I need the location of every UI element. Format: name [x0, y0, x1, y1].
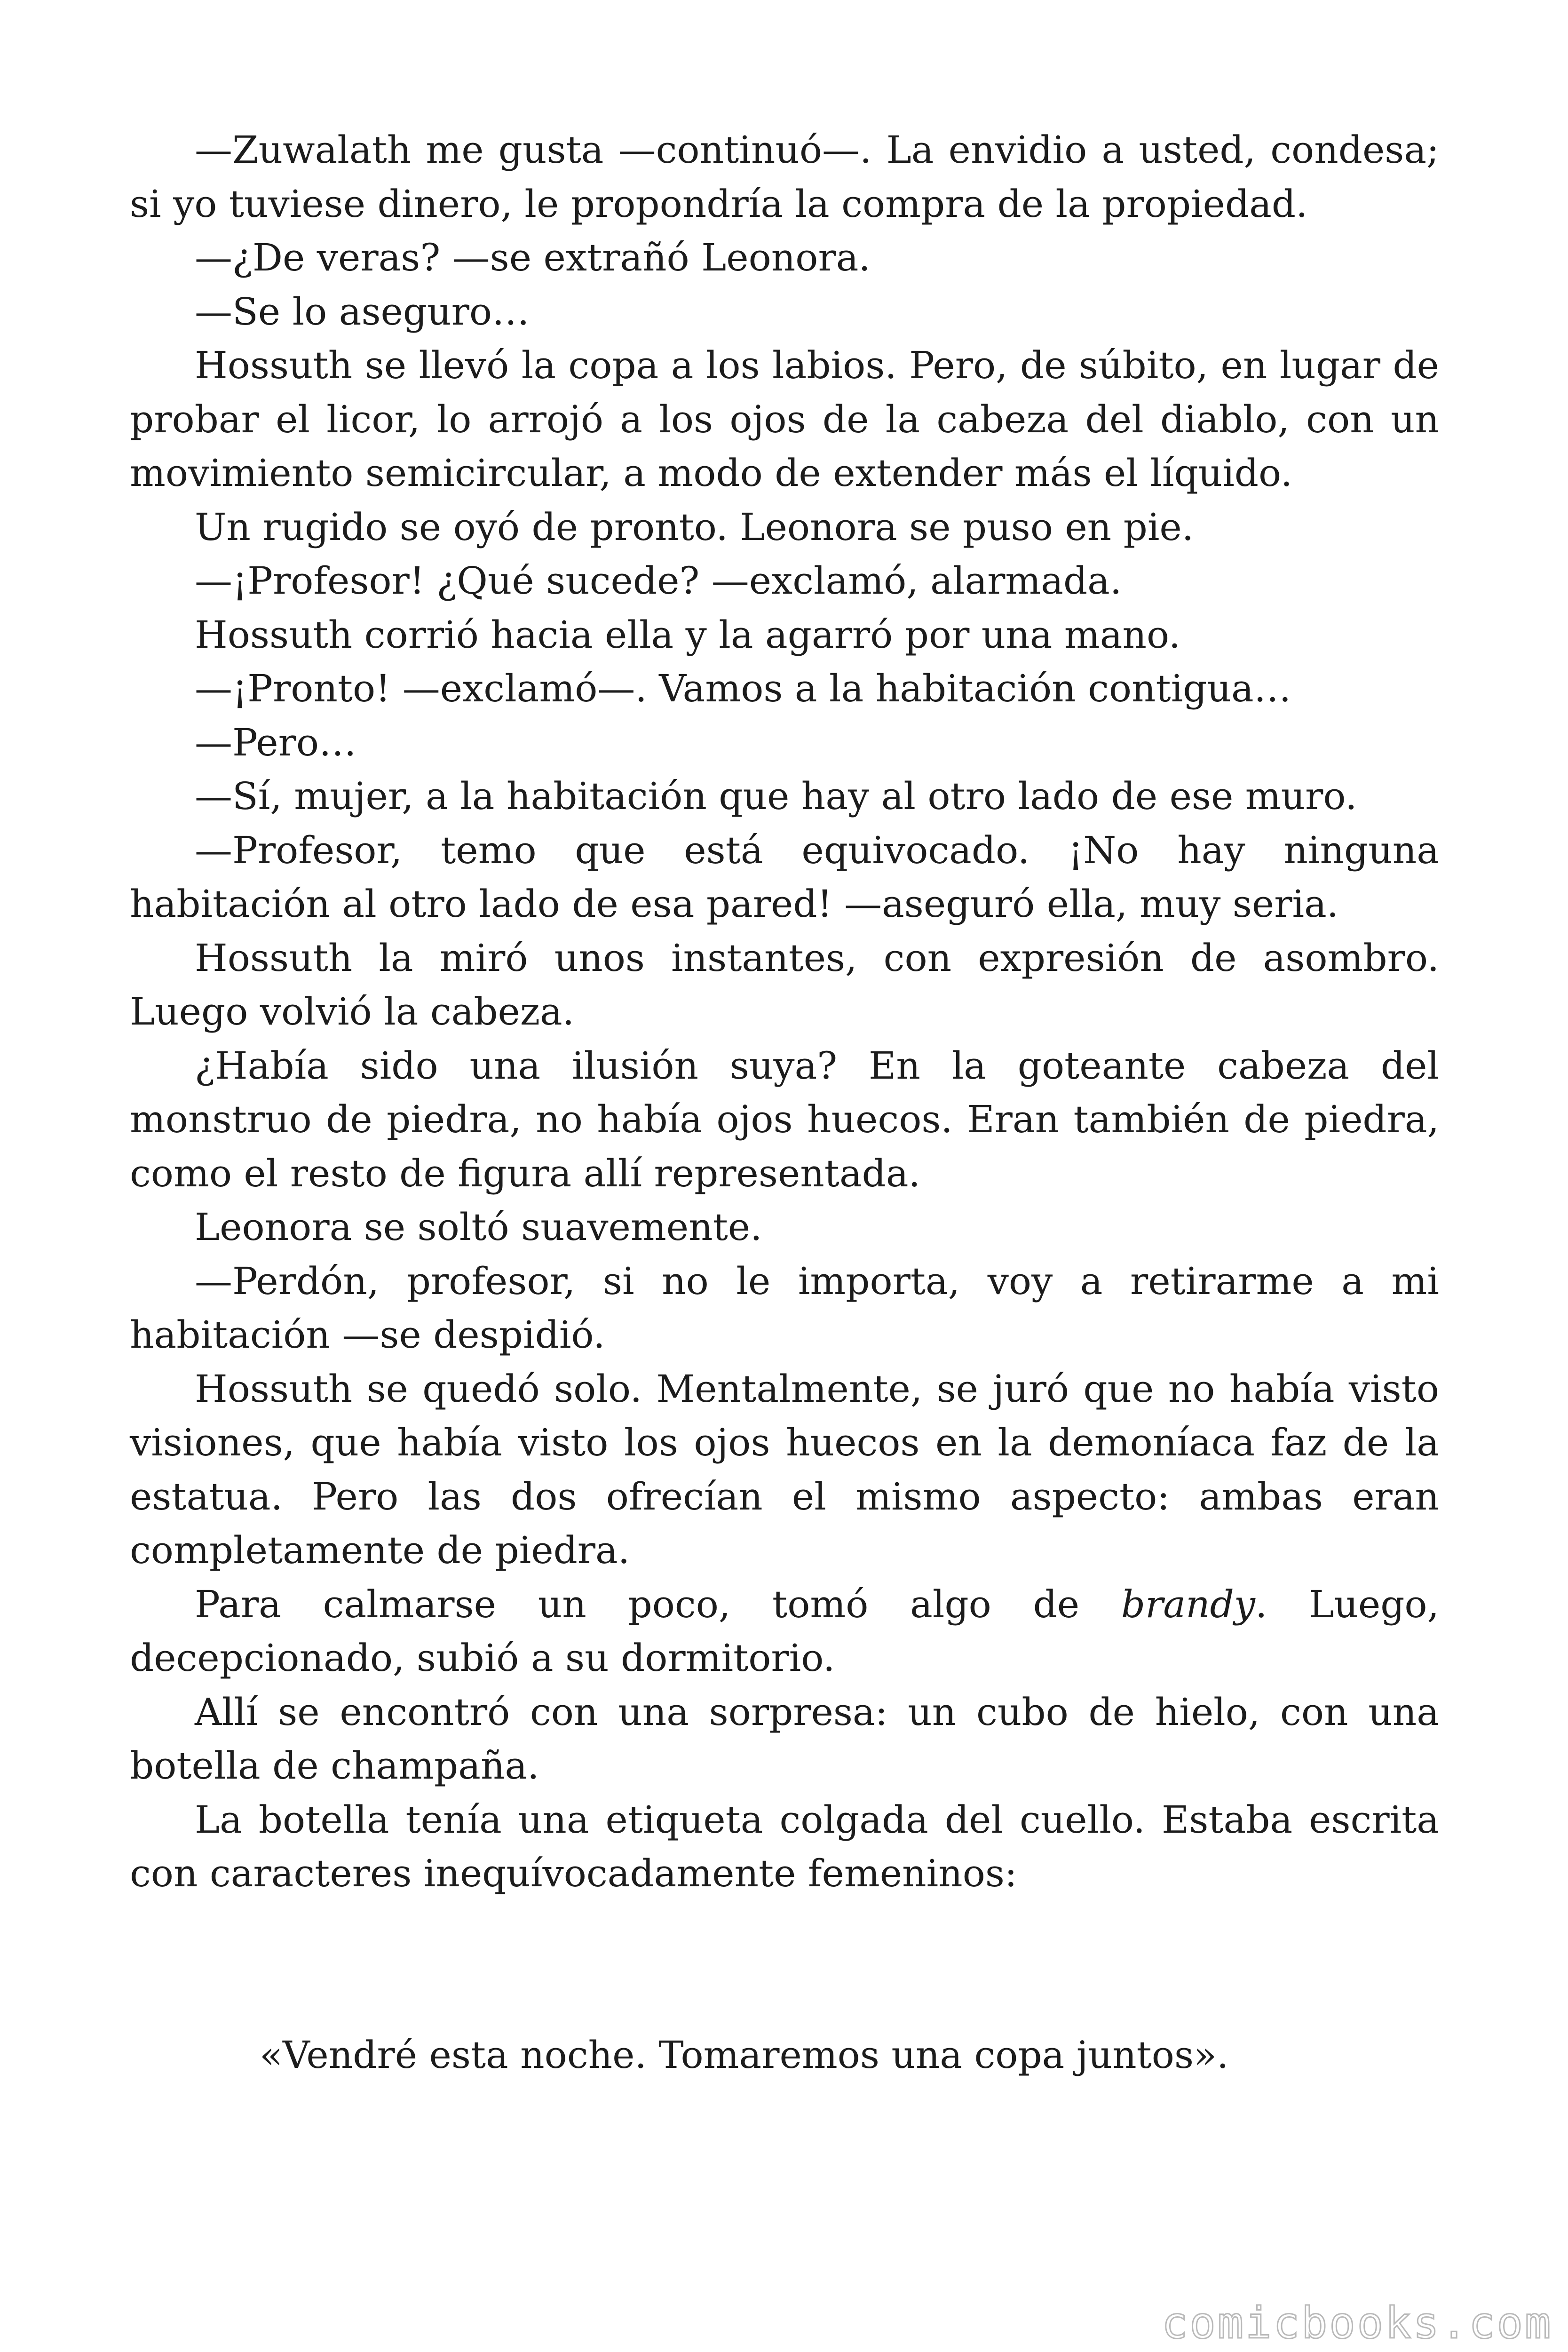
paragraph: Hossuth se quedó solo. Mentalmente, se juró que no había visto visiones, que había visto los ojos huecos en la demoníaca faz de la estatua. Pero las dos ofrecían el mismo aspecto: ambas eran completamente de piedra.: [130, 1367, 1439, 1572]
watermark: comicbooks.com: [1162, 2298, 1553, 2348]
paragraph: Un rugido se oyó de pronto. Leonora se puso en pie.: [195, 505, 1194, 549]
paragraph: Hossuth la miró unos instantes, con expresión de asombro. Luego volvió la cabeza.: [130, 936, 1439, 1033]
paragraph-text: . Luego, decepcionado, subió a su dormitorio.: [130, 1582, 1439, 1680]
paragraph: —¿De veras? —se extrañó Leonora.: [195, 236, 871, 279]
paragraph: —Se lo aseguro…: [195, 289, 530, 334]
italic-word: brandy: [1121, 1582, 1255, 1626]
paragraph: Hossuth se llevó la copa a los labios. Pero, de súbito, en lugar de probar el licor, lo arrojó a los ojos de la cabeza del diablo, con un movimiento semicircular, a modo de extender más el líquido.: [130, 343, 1439, 495]
paragraph: —¡Pronto! —exclamó—. Vamos a la habitación contigua…: [195, 667, 1291, 710]
paragraph: ¿Había sido una ilusión suya? En la goteante cabeza del monstruo de piedra, no había ojos huecos. Eran también de piedra, como el resto de figura allí representada.: [130, 1043, 1439, 1195]
paragraph: —Sí, mujer, a la habitación que hay al otro lado de ese muro.: [195, 774, 1357, 818]
paragraph: [130, 1578, 1439, 1685]
paragraph: —Pero…: [195, 720, 356, 764]
paragraph: —Zuwalath me gusta —continuó—. La envidio a usted, condesa; si yo tuviese dinero, le propondría la compra de la propiedad.: [130, 128, 1439, 226]
paragraph: —Perdón, profesor, si no le importa, voy a retirarme a mi habitación —se despidió.: [130, 1259, 1439, 1357]
paragraph-text: Para calmarse un poco, tomó algo de: [195, 1582, 1121, 1626]
paragraph: —Profesor, temo que está equivocado. ¡No hay ninguna habitación al otro lado de esa pared! —aseguró ella, muy seria.: [130, 828, 1439, 926]
paragraph: Allí se encontró con una sorpresa: un cubo de hielo, con una botella de champaña.: [130, 1690, 1439, 1788]
paragraph: Leonora se soltó suavemente.: [195, 1205, 762, 1249]
text-body: [130, 123, 1439, 1901]
paragraph: La botella tenía una etiqueta colgada del cuello. Estaba escrita con caracteres inequívocadamente femeninos:: [130, 1797, 1439, 1895]
paragraph: Hossuth corrió hacia ella y la agarró por una mano.: [195, 612, 1181, 657]
letter-quote: «Vendré esta noche. Tomaremos una copa juntos».: [260, 2033, 1229, 2077]
paragraph: —¡Profesor! ¿Qué sucede? —exclamó, alarmada.: [195, 559, 1122, 603]
